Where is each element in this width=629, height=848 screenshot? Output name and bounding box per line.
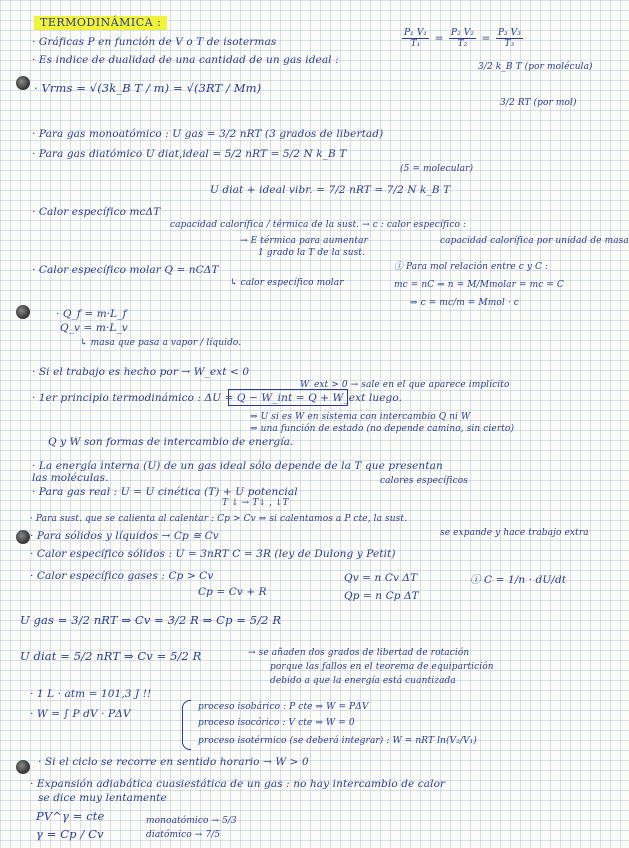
- note-line: ⇒ U si es W en sistema con intercambio Q ni W: [250, 412, 471, 422]
- note-line: diatómico → 7/5: [146, 830, 221, 840]
- note-line: monoatómico → 5/3: [146, 816, 237, 826]
- note-line: ⓘ C = 1/n · dU/dt: [470, 574, 567, 586]
- note-line: capacidad calorífica por unidad de masa: [440, 236, 629, 246]
- note-line: se expande y hace trabajo extra: [440, 528, 589, 538]
- note-line: U diat = 5/2 nRT ⇒ Cv = 5/2 R: [20, 649, 202, 663]
- note-line: ⓘ Para mol relación entre c y C :: [394, 262, 549, 272]
- note-line: · La energía interna (U) de un gas ideal sólo depende de la T que presentan: [32, 460, 443, 472]
- gas-ratios: $\frac{\text{P₁ V₁}}{\text{T₁}}$ = $\frac{\text{P₂ V₂}}{\text{T₂}}$ = $\frac{\text{P₃ V₃}}{\text{T₃}}$: [404, 28, 521, 49]
- note-line: las moléculas.: [32, 472, 109, 484]
- note-line: 3/2 k_B T (por molécula): [478, 62, 593, 72]
- note-line: U diat + ideal vibr. = 7/2 nRT = 7/2 N k_B T: [210, 184, 451, 196]
- note-line: · Calor específico gases : Cp > Cv: [30, 570, 214, 582]
- note-line: U gas = 3/2 nRT ⇒ Cv = 3/2 R ⇒ Cp = 5/2 R: [20, 613, 282, 627]
- note-line: → se añaden dos grados de libertad de rotación: [248, 648, 470, 658]
- binder-hole-1: [16, 76, 30, 90]
- note-line: W_ext > 0 → sale en el que aparece implícito: [300, 380, 510, 390]
- note-line: · Para sust. que se calienta al calentar : Cp > Cv ⇒ si calentamos a P cte, la sust.: [30, 514, 408, 524]
- note-line: Q y W son formas de intercambio de energía.: [48, 436, 294, 448]
- note-line: · Gráficas P en función de V o T de isotermas: [32, 36, 277, 48]
- note-line: mc = nC ⇒ n = M/Mmolar = mc = C: [394, 280, 564, 290]
- note-line: · Expansión adiabática cuasiestática de un gas : no hay intercambio de calor: [30, 778, 446, 790]
- note-line: · Calor específico mcΔT: [32, 206, 161, 218]
- note-line: T ↓ → T↓ , ↓T: [222, 498, 289, 508]
- note-line: (5 = molecular): [400, 164, 474, 174]
- note-line: · Para gas real : U = U cinética (T) + U potencial: [32, 486, 298, 498]
- page-title: TERMODINÁMICA :: [34, 16, 167, 30]
- note-line: · Para gas monoatómico : U gas = 3/2 nRT (3 grados de libertad): [32, 128, 384, 140]
- note-line: · Si el trabajo es hecho por → W_ext < 0: [32, 366, 250, 378]
- note-line: · 1 L · atm = 101,3 J !!: [30, 688, 152, 700]
- note-line: proceso isotérmico (se deberá integrar) : W = nRT ln(V₂/V₁): [198, 736, 477, 746]
- note-line: ⇒ c = mc/m = Mmol · c: [410, 298, 519, 308]
- note-line: · Si el ciclo se recorre en sentido horario → W > 0: [38, 756, 309, 768]
- note-line: Cp = Cv + R: [198, 586, 267, 598]
- process-brace: [182, 700, 191, 750]
- note-line: · Es indice de dualidad de una cantidad de un gas ideal :: [32, 54, 339, 66]
- note-line: · Para sólidos y líquidos → Cp ≅ Cv: [30, 530, 219, 542]
- note-line: · W = ∫ P dV · PΔV: [30, 708, 131, 720]
- note-line: Q_v = m·L_v: [60, 322, 128, 334]
- note-line: ↳ masa que pasa a vapor / líquido.: [80, 338, 242, 348]
- note-line: 1 grado la T de la sust.: [258, 248, 365, 258]
- note-line: se dice muy lentamente: [38, 792, 167, 804]
- note-line: capacidad calorífica / térmica de la sust. → c : calor específico :: [170, 220, 467, 230]
- note-line: → E térmica para aumentar: [240, 236, 369, 246]
- note-line: Qv = n Cv ΔT: [344, 572, 418, 584]
- note-line: · Para gas diatómico U diat,ideal = 5/2 nRT = 5/2 N k_B T: [32, 148, 347, 160]
- note-line: calores específicos: [380, 476, 468, 486]
- note-line: 3/2 RT (por mol): [500, 98, 577, 108]
- note-line: proceso isocórico : V cte ⇒ W = 0: [198, 718, 355, 728]
- note-line: · Calor específico molar Q = nCΔT: [32, 264, 219, 276]
- note-line: · Q_f = m·L_f: [56, 308, 127, 320]
- note-line: porque las fallos en el teorema de equipartición: [270, 662, 494, 672]
- binder-hole-4: [16, 760, 30, 774]
- note-line: debido a que la energía está cuantizada: [270, 676, 456, 686]
- binder-hole-2: [16, 305, 30, 319]
- note-line: · Vrms = √(3k_B T / m) = √(3RT / Mm): [34, 81, 262, 95]
- note-line: · Calor específico sólidos : U = 3nRT C = 3R (ley de Dulong y Petit): [30, 548, 396, 560]
- first-law-box: [228, 389, 348, 406]
- binder-hole-3: [16, 530, 30, 544]
- note-line: ↳ calor específico molar: [230, 278, 344, 288]
- note-line: γ = Cp / Cv: [36, 827, 104, 841]
- note-line: Qp = n Cp ΔT: [344, 590, 419, 602]
- note-line: proceso isobárico : P cte ⇒ W = PΔV: [198, 702, 369, 712]
- note-line: PV^γ = cte: [36, 809, 105, 823]
- note-line: ⇒ una función de estado (no depende camino, sin cierto): [250, 424, 515, 434]
- note-line: · 1er principio termodinámico : ΔU = Q − W_int = Q + W_ext luego.: [32, 392, 403, 404]
